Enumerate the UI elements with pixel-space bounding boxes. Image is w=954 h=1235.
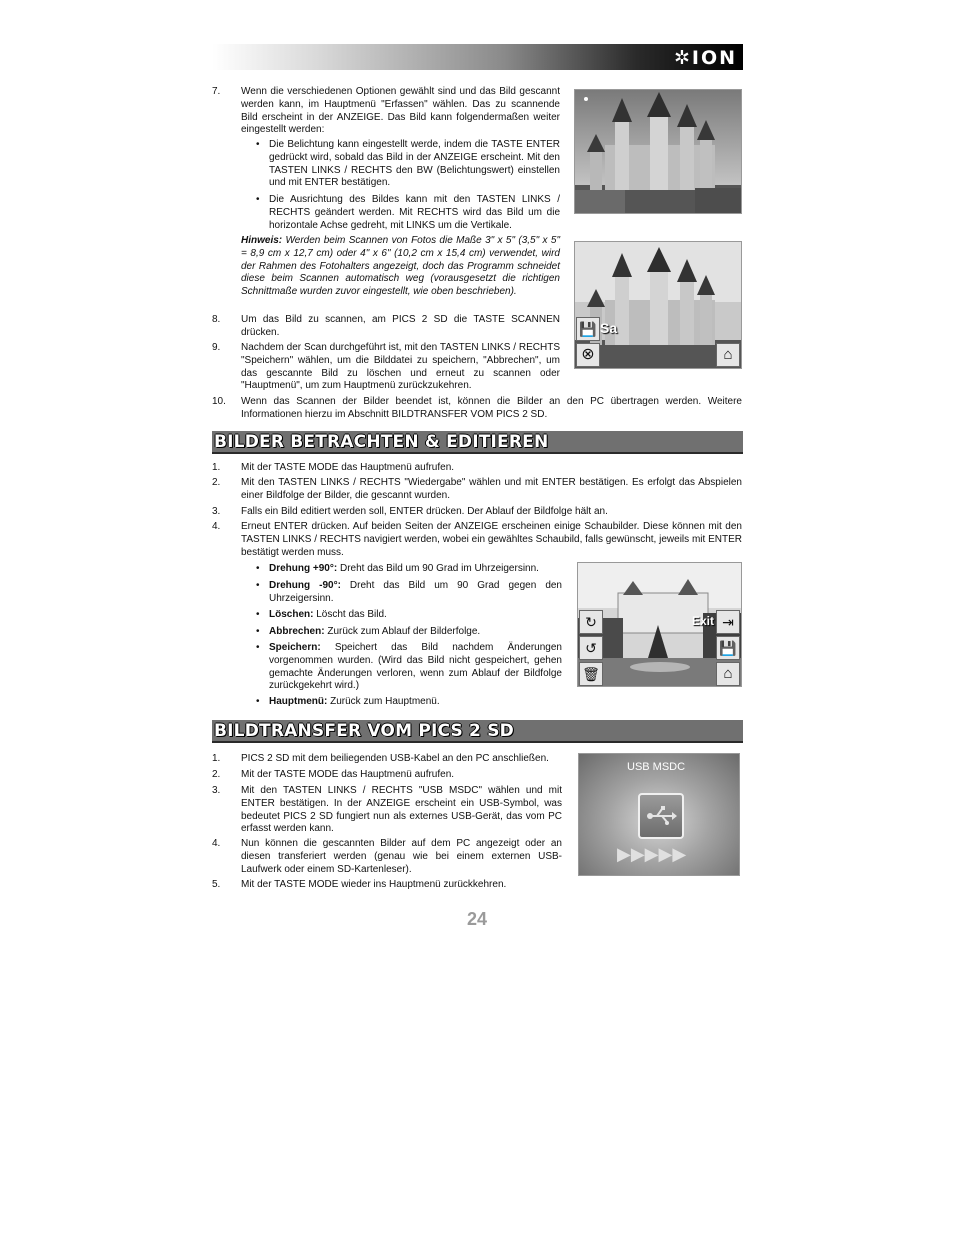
item-text: Mit der TASTE MODE das Hauptmenü aufrufen. [241,769,455,780]
save-icon[interactable]: 💾 [716,636,740,660]
item-number: 4. [212,521,221,532]
bullet-text: Zurück zum Ablauf der Bilderfolge. [324,626,481,637]
bullet-text: Löscht das Bild. [313,609,387,620]
item-text: Falls ein Bild editiert werden soll, ENTER drücken. Der Ablauf der Bildfolge hält an. [241,506,608,517]
bullet-text: Speichert das Bild nachdem Änderungen vorgenommen wurden. (Wird das Bild nicht gespeichert, gehen gemachte Änderungen verloren, wenn zum Ablauf der Bildfolge zurückgekehrt wird.) [269,642,562,692]
item-text: Mit den TASTEN LINKS / RECHTS "USB MSDC" wählen und mit ENTER bestätigen. In der ANZEIGE erscheint ein USB-Symbol, was bedeutet PICS 2 SD fungiert nun als externes USB-Gerät, das vom PC erfasst werden kann. [241,785,562,835]
item-text: Wenn die verschiedenen Optionen gewählt sind und das Bild gescannt werden kann, im Hauptmenü "Erfassen" wählen. Das zu scannende Bild erscheint in der ANZEIGE. Das Bild kann folgendermaßen weiter eingestellt werden: [241,86,560,136]
ion-logo: ✲ION [673,47,737,69]
hinweis-label: Hinweis: [241,235,283,246]
scan-result-screen [574,241,742,369]
home-icon[interactable]: ⌂ [716,662,740,686]
bullet-label: Löschen: [269,609,314,620]
exit-icon[interactable]: ⇥ [716,610,740,634]
bullet-text: Dreht das Bild um 90 Grad im Uhrzeigersinn. [337,563,539,574]
bullet-label: Drehung -90°: [269,580,341,591]
edit-screen [577,562,742,687]
item-number: 4. [212,838,221,849]
item-text: Nachdem der Scan durchgeführt ist, mit den TASTEN LINKS / RECHTS "Speichern" wählen, um die Bilddatei zu speichern, "Abbrechen", um das gescannte Bild zu löschen und erneut zu scannen oder "Hauptmenü", um zum Hauptmenü zurückzukehren. [241,342,560,392]
section-title: BILDTRANSFER VOM PICS 2 SD [214,721,514,741]
header-bar [212,44,743,70]
home-icon[interactable]: ⌂ [716,343,740,367]
usb-screen-title: USB MSDC [627,761,686,773]
castle-image [575,90,741,213]
castle-photo-screen [574,89,742,214]
usb-msdc-screen [578,753,740,876]
item-number: 3. [212,785,221,796]
item-text: Wenn das Scannen der Bilder beendet ist, können die Bilder an den PC übertragen werden. Weitere Informationen hierzu im Abschnitt BILDTRANSFER VOM PICS 2 SD. [241,396,742,420]
item-number: 10. [212,396,226,407]
item-text: PICS 2 SD mit dem beiliegenden USB-Kabel an den PC anschließen. [241,753,549,764]
hinweis-note [241,235,560,299]
bullet-label: Abbrechen: [269,626,325,637]
item-number: 9. [212,342,221,353]
bullet-label: Hauptmenü: [269,696,328,707]
section-title-bar [212,720,743,743]
rotate-counterclockwise-icon[interactable]: ↺ [579,636,603,660]
item-number: 3. [212,506,221,517]
item-number: 2. [212,477,221,488]
item-text: Mit der TASTE MODE das Hauptmenü aufrufen. [241,462,455,473]
progress-arrows-icon: ▶▶▶▶▶ [617,844,687,864]
section-title: BILDER BETRACHTEN & EDITIEREN [214,432,549,452]
section-title-bar [212,431,743,454]
bullet-text: Die Ausrichtung des Bildes kann mit den TASTEN LINKS / RECHTS geändert werden. Mit RECHTS wird das Bild um die horizontale Achse gedreht, mit LINKS um die Vertikale. [269,194,560,231]
item-number: 8. [212,314,221,325]
item-number: 2. [212,769,221,780]
item-number: 5. [212,879,221,890]
item-text: Mit der TASTE MODE wieder ins Hauptmenü zurückkehren. [241,879,507,890]
bullet-label: Speichern: [269,642,321,653]
hinweis-text: Werden beim Scannen von Fotos die Maße 3" x 5" (3,5" x 5" = 8,9 cm x 12,7 cm) oder 4" x 6" (10,2 cm x 15,4 cm) verwendet, wird der Rahmen des Fotohalters angezeigt, doch das Programm schneidet diese beim Scannen automatisch weg (vorausgesetzt die richtigen Schnittmaße wurden zuvor eingestellt, wie oben beschrieben). [241,235,561,298]
item-number: 7. [212,86,221,97]
usb-icon[interactable] [638,793,684,839]
trash-icon[interactable]: 🗑 [579,662,603,686]
bullet-text: Die Belichtung kann eingestellt werde, indem die TASTE ENTER gedrückt wird, sobald das Bild in der ANZEIGE erscheint. Mit den TASTEN LINKS / RECHTS den BW (Belichtungswert) einstellen und mit ENTER bestätigen. [269,139,560,189]
save-label: Sa [600,320,618,336]
exit-label: Exit [691,614,714,628]
item-text: Nun können die gescannten Bilder auf dem PC angezeigt oder an diesen transferiert werden (genau wie bei einem externen USB-Laufwerk oder einem SD-Kartenleser). [241,838,562,875]
bullet-label: Drehung +90°: [269,563,338,574]
item-text: Um das Bild zu scannen, am PICS 2 SD die TASTE SCANNEN drücken. [241,314,560,338]
item-text: Erneut ENTER drücken. Auf beiden Seiten der ANZEIGE erscheinen einige Schaubilder. Diese können mit den TASTEN LINKS / RECHTS navigiert werden, wobei ein gewähltes Schaubild, falls gewünscht, jeweils mit ENTER bestätigt werden muss. [241,521,742,558]
rotate-clockwise-icon[interactable]: ↻ [579,610,603,634]
bullet-text: Zurück zum Hauptmenü. [327,696,440,707]
cancel-icon[interactable]: ⊗ [576,343,600,367]
bullet-text: Dreht das Bild um 90 Grad gegen den Uhrzeigersinn. [269,580,562,604]
page-number: 24 [466,909,488,929]
item-number: 1. [212,753,221,764]
item-number: 1. [212,462,221,473]
item-text: Mit den TASTEN LINKS / RECHTS "Wiedergabe" wählen und mit ENTER bestätigen. Es erfolgt das Abspielen einer Bildfolge der Bilder, die gescannt wurden. [241,477,742,501]
save-icon[interactable]: 💾 [576,317,600,341]
